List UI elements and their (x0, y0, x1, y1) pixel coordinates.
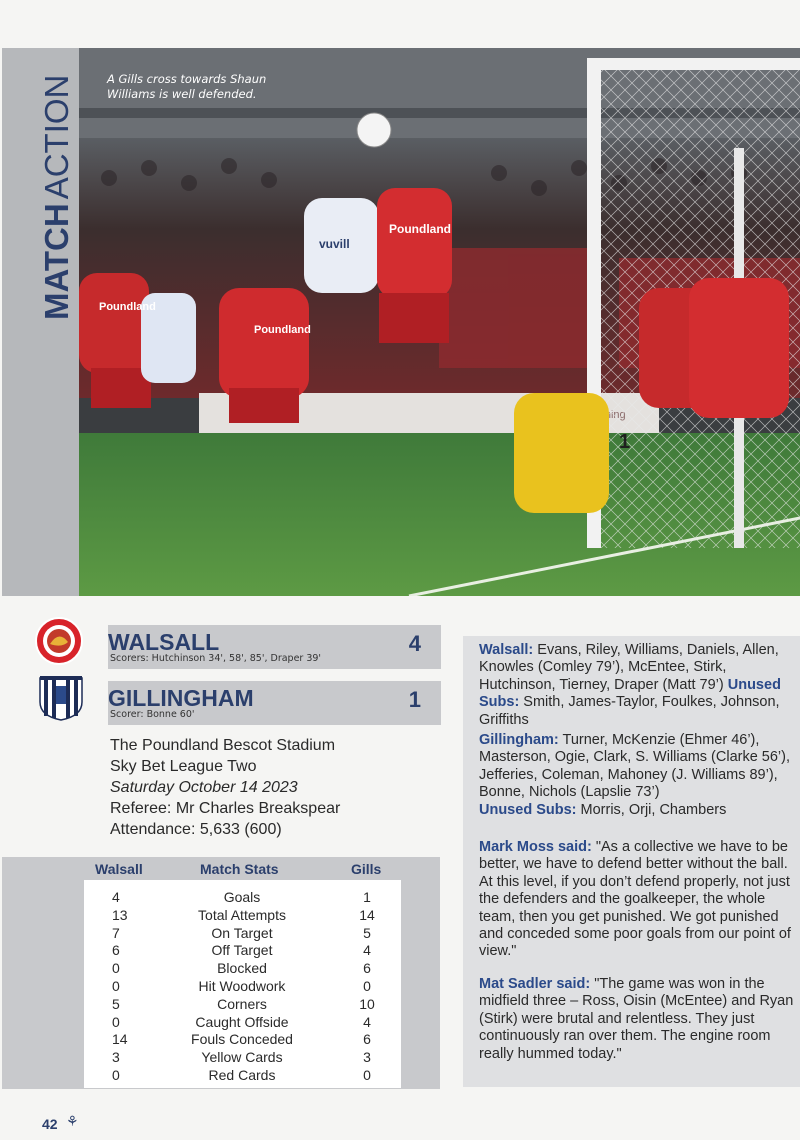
stat-away-value: 4 (363, 1013, 371, 1030)
quote-sadler-text: "The game was won in the midfield three – Ross, Oisin (McEntee) and Ryan (Stirk) were brutal and relentless. They just continuously ran over them. The engine room really hummed today." (479, 976, 794, 1062)
stat-away-value: 3 (363, 1049, 371, 1066)
stat-label: Blocked (217, 960, 267, 977)
stat-row (2, 1067, 440, 1085)
stat-label: Goals (223, 889, 261, 905)
stat-row (2, 960, 440, 978)
walsall-lineup-key: Walsall: (479, 642, 534, 658)
stat-label: On Target (211, 924, 273, 941)
stat-home-value: 6 (112, 942, 120, 959)
stat-away-value: 0 (363, 978, 371, 994)
match-date: Saturday October 14 2023 (110, 779, 298, 796)
section-title-light: ACTION (38, 74, 75, 200)
walsall-subs-text: Smith, James-Taylor, Foulkes, Johnson, Griffiths (479, 694, 780, 728)
stat-away-value: 10 (359, 995, 375, 1012)
attendance: Attendance: 5,633 (600) (110, 821, 282, 838)
quote-moss-text: "As a collective we have to be better, we have to defend better without the ball. At this level, if you don’t defend properly, not just the defenders and the goalkeeper, the whole team, then you get punished. We got punished and conceded some poor goals from our point of view." (479, 839, 791, 960)
stat-row (2, 925, 440, 943)
stat-away-value: 4 (363, 942, 371, 959)
home-team-score: 4 (408, 631, 421, 656)
walsall-crest (34, 616, 84, 670)
gillingham-subs-key: Unused Subs: (479, 801, 577, 818)
away-team-score: 1 (408, 687, 421, 712)
home-team-bar (108, 625, 441, 669)
gillingham-lineup-text: Turner, McKenzie (Ehmer 46’), Masterson, Ogie, Clark, S. Williams (Clarke 56’), Jefferies, Coleman, Mahoney (J. Williams 89’), Bonne, Nichols (Lapslie 73’) (479, 732, 791, 801)
stat-row (2, 1031, 440, 1049)
gillingham-crest-icon (36, 672, 86, 722)
footer-mark-icon: ⚘ (66, 1114, 79, 1130)
stat-label: Total Attempts (198, 906, 286, 923)
walsall-lineup (479, 642, 797, 729)
section-title-bold: MATCH (38, 203, 75, 320)
gillingham-subs-text: Morris, Orji, Chambers (576, 801, 727, 818)
home-team-scorers: Scorers: Hutchinson 34', 58', 85', Draper 39' (110, 653, 322, 664)
venue: The Poundland Bescot Stadium (110, 737, 336, 754)
page-number: 42 (42, 1116, 58, 1132)
walsall-subs-key: Unused Subs: (479, 676, 781, 711)
stat-label: Off Target (211, 942, 273, 959)
stat-row (2, 889, 440, 907)
quote-sadler-key: Mat Sadler said: (479, 976, 591, 992)
svg-text:Poundland: Poundland (389, 222, 451, 236)
svg-text:Poundland: Poundland (99, 301, 156, 313)
stat-home-value: 3 (112, 1049, 120, 1066)
right-column (463, 636, 800, 1087)
quote-moss (479, 839, 797, 961)
stat-home-value: 13 (112, 906, 128, 923)
stat-label: Hit Woodwork (198, 978, 286, 994)
stat-away-value: 0 (363, 1067, 371, 1083)
stat-label: Yellow Cards (201, 1049, 283, 1066)
stats-title: Match Stats (200, 861, 279, 877)
stat-row (2, 1014, 440, 1032)
quote-sadler (479, 976, 797, 1063)
stat-home-value: 14 (112, 1031, 128, 1048)
stat-row (2, 1049, 440, 1067)
stat-away-value: 1 (363, 889, 371, 905)
stat-away-value: 14 (359, 906, 375, 923)
stat-label: Red Cards (208, 1067, 276, 1083)
gillingham-lineup-key: Gillingham: (479, 732, 559, 748)
gillingham-crest (36, 672, 86, 726)
stat-row (2, 996, 440, 1014)
referee: Referee: Mr Charles Breakspear (110, 800, 341, 817)
competition: Sky Bet League Two (110, 758, 257, 775)
quote-moss-key: Mark Moss said: (479, 839, 592, 855)
match-info (110, 735, 440, 840)
stat-label: Fouls Conceded (191, 1031, 293, 1048)
stat-away-value: 5 (363, 924, 371, 941)
stat-home-value: 0 (112, 1067, 120, 1083)
stat-home-value: 0 (112, 960, 120, 977)
stat-row (2, 942, 440, 960)
stat-home-value: 7 (112, 924, 120, 941)
stats-home-label: Walsall (95, 861, 143, 877)
svg-text:vuvill: vuvill (319, 237, 350, 251)
svg-text:Poundland: Poundland (254, 324, 311, 336)
walsall-crest-icon (34, 616, 84, 666)
stat-label: Caught Offside (195, 1013, 289, 1030)
stats-away-label: Gills (351, 861, 382, 877)
stat-home-value: 0 (112, 978, 120, 994)
stat-home-value: 5 (112, 995, 120, 1012)
stat-home-value: 0 (112, 1013, 120, 1030)
match-photo (79, 48, 800, 596)
away-team-scorers: Scorer: Bonne 60' (110, 709, 195, 720)
stat-row (2, 907, 440, 925)
away-team-name: GILLINGHAM (108, 685, 254, 711)
stats-rows (2, 889, 440, 1087)
stat-away-value: 6 (363, 1031, 371, 1048)
stat-row (2, 978, 440, 996)
stat-label: Corners (217, 995, 267, 1012)
section-title (2, 48, 79, 596)
svg-text:1: 1 (619, 431, 631, 453)
stat-home-value: 4 (112, 889, 120, 905)
walsall-lineup-text: Evans, Riley, Williams, Daniels, Allen, Knowles (Comley 79’), McEntee, Stirk, Hutchinson, Tierney, Draper (Matt 79’) (479, 642, 779, 693)
stat-away-value: 6 (363, 960, 371, 977)
home-team-name: WALSALL (108, 629, 220, 655)
away-team-bar (108, 681, 441, 725)
svg-text:MATCHACTION (38, 75, 75, 320)
gillingham-lineup (479, 732, 797, 819)
photo-caption: A Gills cross towards Shaun Williams is well defended. (107, 72, 267, 101)
